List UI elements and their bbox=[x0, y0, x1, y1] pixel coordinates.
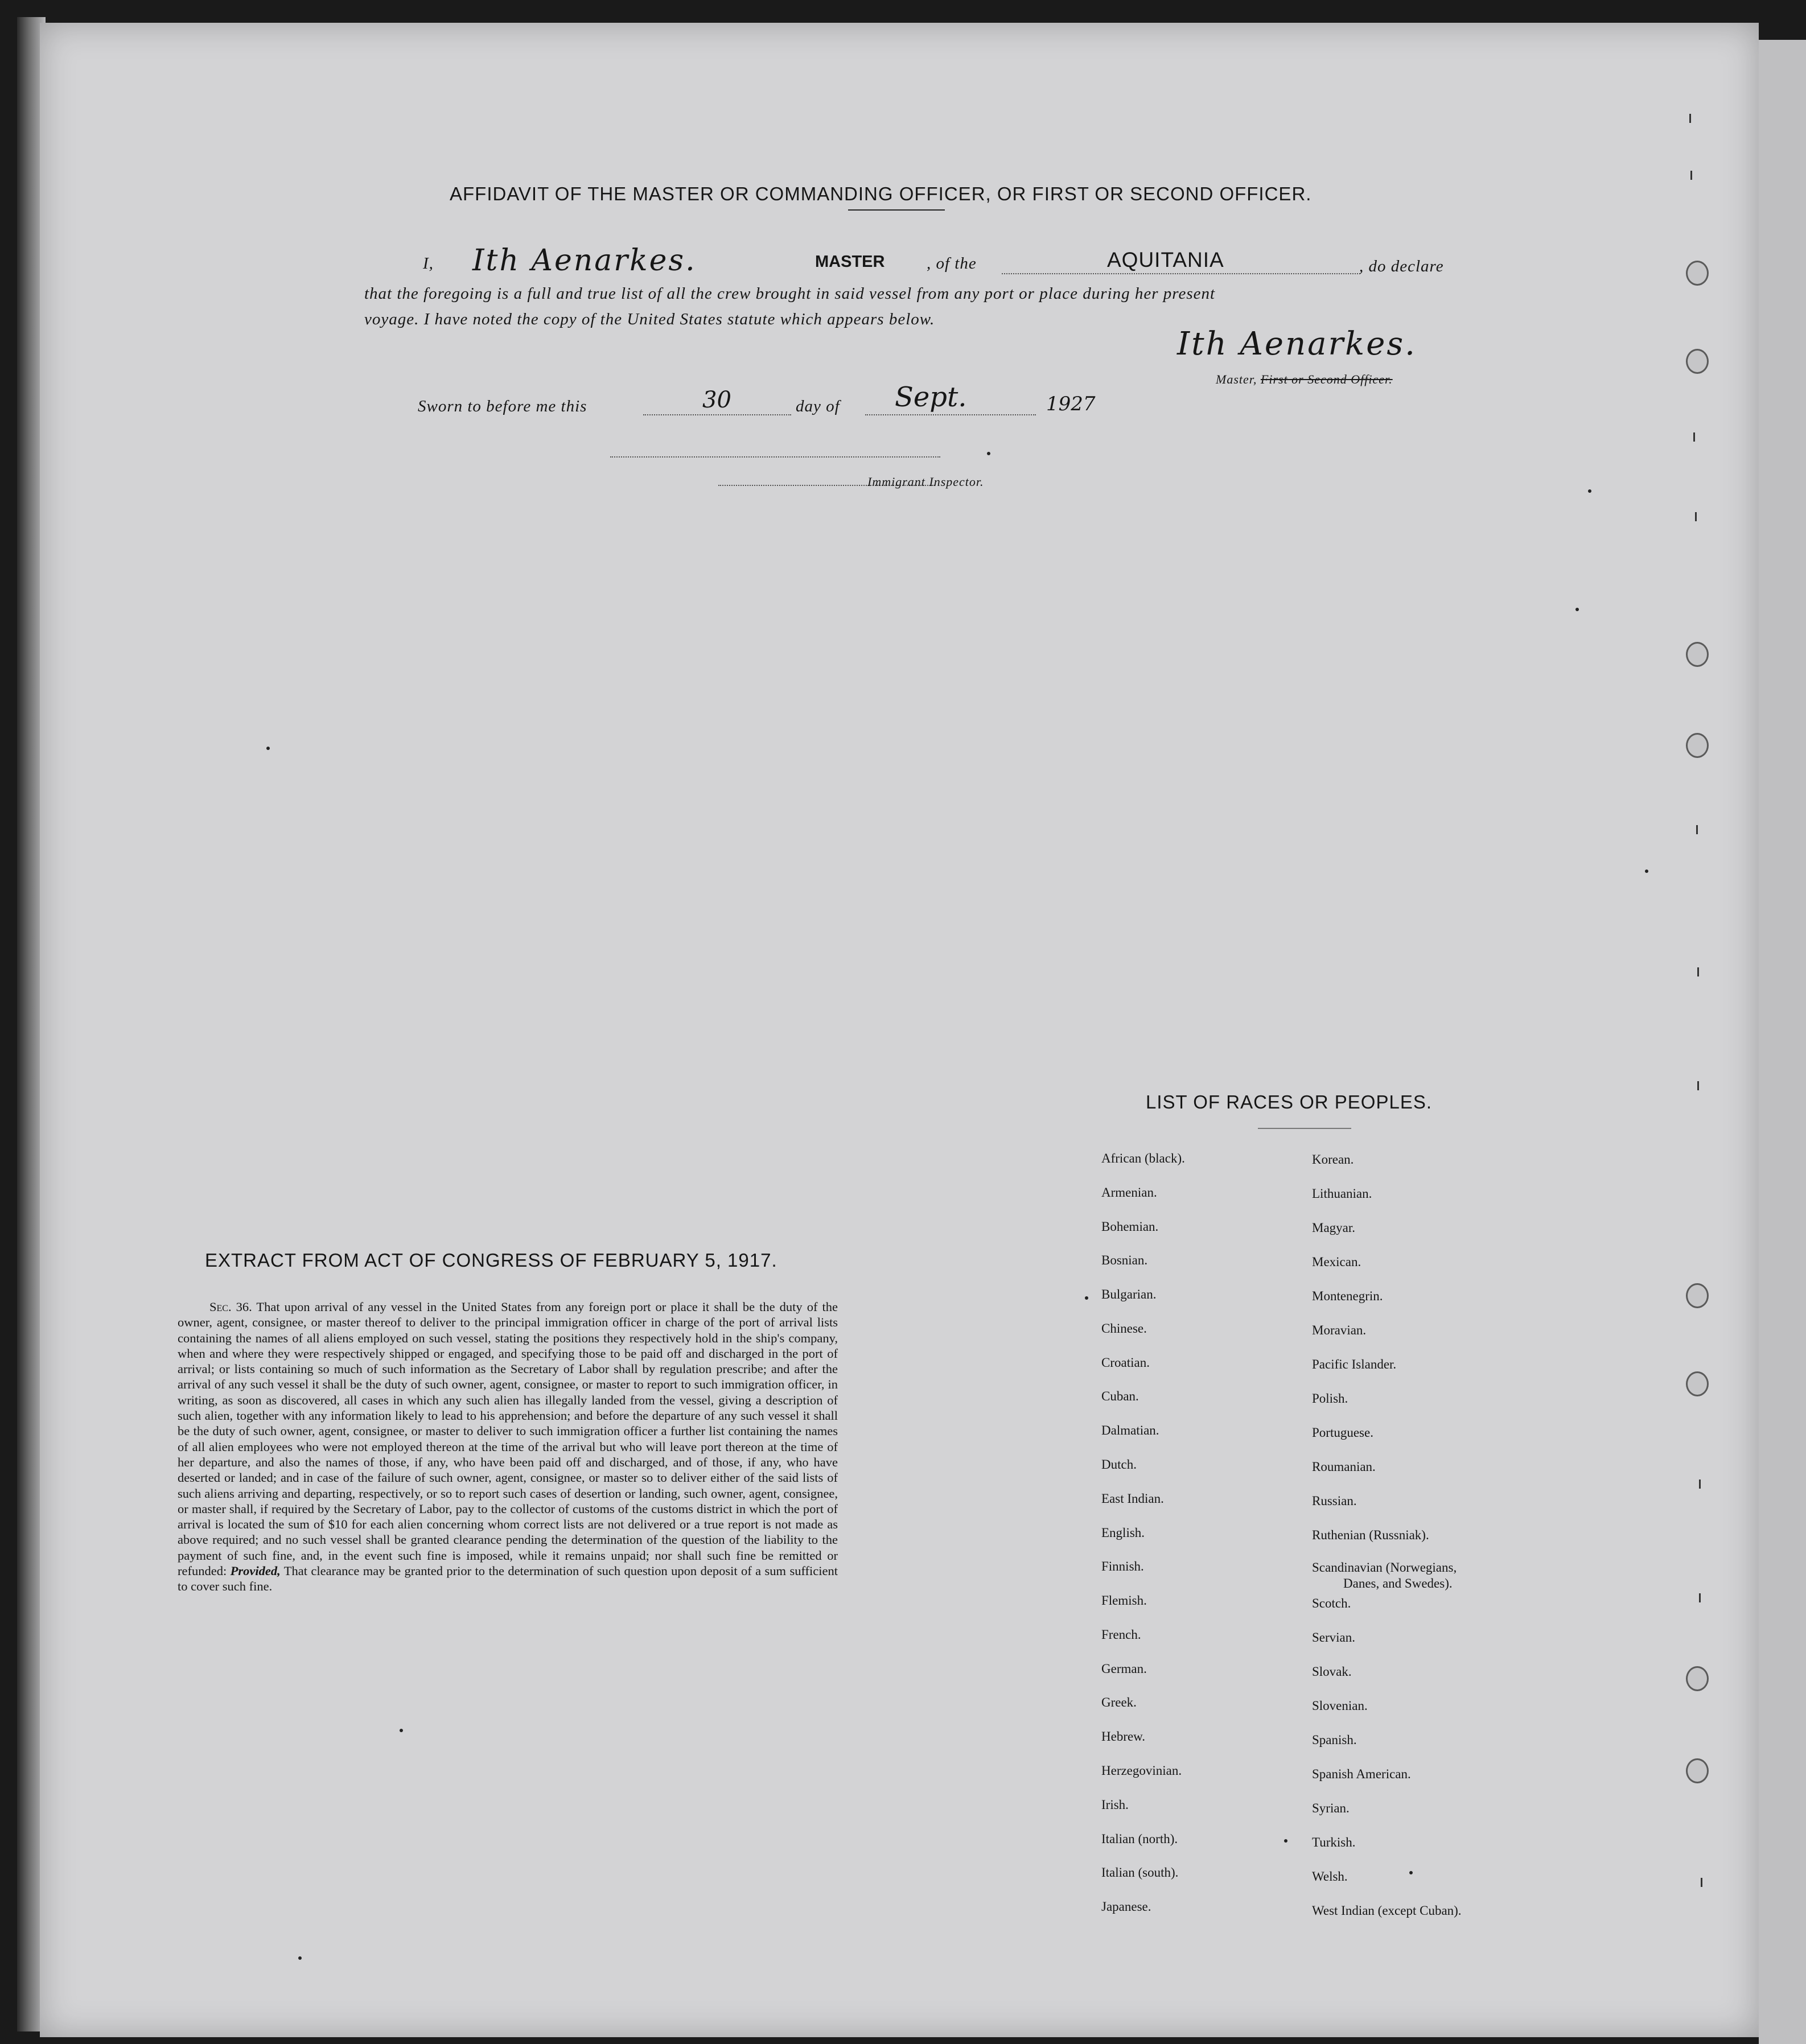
vessel-name-line bbox=[1002, 273, 1360, 274]
race-item: Montenegrin. bbox=[1312, 1289, 1383, 1303]
master-label: MASTER bbox=[815, 253, 885, 271]
sworn-day: 30 bbox=[702, 387, 731, 413]
underlying-page-edge bbox=[1759, 40, 1806, 2044]
race-item: Herzegovinian. bbox=[1101, 1763, 1182, 1778]
perforation-mark bbox=[1699, 1593, 1701, 1602]
punch-hole bbox=[1686, 1371, 1709, 1396]
race-item: Dutch. bbox=[1101, 1457, 1137, 1472]
sworn-month: Sept. bbox=[895, 381, 967, 413]
race-item: Armenian. bbox=[1101, 1185, 1157, 1200]
race-item: Italian (north). bbox=[1101, 1832, 1178, 1846]
master-signature: Ith Aenarkes. bbox=[472, 244, 697, 278]
races-title: LIST OF RACES OR PEOPLES. bbox=[1146, 1091, 1433, 1112]
race-item: Lithuanian. bbox=[1312, 1186, 1372, 1201]
extract-title: EXTRACT FROM ACT OF CONGRESS OF FEBRUARY 5, 1917. bbox=[205, 1250, 777, 1271]
ink-speck bbox=[1409, 1871, 1413, 1874]
affidavit-title: AFFIDAVIT OF THE MASTER OR COMMANDING OFFICER, OR FIRST OR SECOND OFFICER. bbox=[450, 183, 1312, 204]
ink-speck bbox=[1645, 869, 1648, 873]
races-title-rule bbox=[1258, 1128, 1351, 1129]
perforation-mark bbox=[1699, 1480, 1701, 1489]
punch-hole bbox=[1686, 733, 1709, 758]
ink-speck bbox=[1284, 1839, 1287, 1843]
affidavit-line-3: voyage. I have noted the copy of the United States statute which appears below. bbox=[364, 310, 935, 328]
race-item: West Indian (except Cuban). bbox=[1312, 1903, 1462, 1918]
race-item: Polish. bbox=[1312, 1391, 1348, 1406]
race-item: East Indian. bbox=[1101, 1491, 1164, 1506]
race-item: German. bbox=[1101, 1662, 1147, 1676]
race-item: Korean. bbox=[1312, 1152, 1354, 1167]
ink-speck bbox=[1588, 489, 1591, 493]
section-label: Sec. 36. bbox=[209, 1300, 252, 1314]
race-item: English. bbox=[1101, 1526, 1145, 1540]
inspector-label: Immigrant Inspector. bbox=[867, 475, 984, 489]
section-body-end: That clearance may be granted prior to the determination of such question upon deposit of a sum sufficient to cover such fine. bbox=[178, 1564, 838, 1594]
punch-hole bbox=[1686, 1666, 1709, 1691]
master-signature-right: Ith Aenarkes. bbox=[1177, 325, 1417, 362]
ink-speck bbox=[987, 452, 990, 455]
race-item: Dalmatian. bbox=[1101, 1423, 1159, 1437]
race-item: Bohemian. bbox=[1101, 1219, 1159, 1234]
race-item: Scandinavian (Norwegians, bbox=[1312, 1560, 1457, 1575]
race-item: Slovak. bbox=[1312, 1664, 1352, 1679]
race-item: Turkish. bbox=[1312, 1835, 1356, 1849]
title-underline-mark bbox=[848, 209, 945, 211]
race-item: Ruthenian (Russniak). bbox=[1312, 1528, 1429, 1542]
punch-hole bbox=[1686, 642, 1709, 667]
race-item: Mexican. bbox=[1312, 1255, 1361, 1269]
do-declare-label: , do declare bbox=[1359, 257, 1444, 275]
race-item: African (black). bbox=[1101, 1151, 1185, 1165]
sworn-day-line bbox=[643, 414, 791, 415]
punch-hole bbox=[1686, 261, 1709, 286]
race-item: Roumanian. bbox=[1312, 1460, 1376, 1474]
ink-speck bbox=[266, 747, 270, 750]
race-item: Hebrew. bbox=[1101, 1729, 1146, 1744]
perforation-mark bbox=[1689, 114, 1691, 123]
race-item: Spanish. bbox=[1312, 1733, 1357, 1747]
race-item: Moravian. bbox=[1312, 1323, 1367, 1337]
section-body: That upon arrival of any vessel in the United States from any foreign port or place it shall be the duty of the owner, agent, consignee, or master thereof to deliver to the principal immigration officer in charge of the port of arrival lists containing the names of all aliens employed on such vessel, stating the positions they respectively hold in the ship's company, when and where they were respectively shipped or engaged, and specifying those to be paid off and discharged in the port of arrival; or lists containing so much of such information as the Secretary of Labor shall by regulation prescribe; and after the arrival of any such vessel it shall be the duty of such owner, agent, consignee, or master to report to such immigration officer, in writing, as soon as discovered, all cases in which any such alien has illegally landed from the vessel, giving a description of such alien, together with any information likely to lead to his apprehension; and before the departure of any such vessel it shall be the duty of such owner, agent, consignee, or master to deliver to such immigration officer a further list containing the names of all alien employees who were not employed thereon at the time of the arrival but who will leave port thereon at the time of her departure, and also the names of those, if any, who have been paid off and discharged, and of those, if any, who have deserted or landed; and in case of the failure of such owner, agent, consignee, or master so to deliver either of the said lists of such aliens arriving and departing, respectively, or so to report such cases of desertion or landing, such owner, agent, consignee, or master shall, if required by the Secretary of Labor, pay to the collector of customs of the customs district in which the port of arrival is located the sum of $10 for each alien concerning whom correct lists are not delivered or a true report is not made as above required; and no such vessel shall be granted clearance pending the determination of the question of the liability to the payment of such fine, and, in the event such fine is imposed, while it remains unpaid; nor shall such fine be remitted or refunded: bbox=[178, 1300, 838, 1579]
race-item: French. bbox=[1101, 1627, 1141, 1642]
race-item: Portuguese. bbox=[1312, 1425, 1373, 1440]
race-item: Scotch. bbox=[1312, 1596, 1351, 1610]
sworn-label: Sworn to before me this bbox=[418, 397, 587, 415]
race-item: Spanish American. bbox=[1312, 1767, 1411, 1781]
day-of-label: day of bbox=[796, 397, 840, 415]
race-item: Russian. bbox=[1312, 1494, 1357, 1508]
affidavit-line-2: that the foregoing is a full and true list of all the crew brought in said vessel from any port or place during her present bbox=[364, 285, 1216, 303]
race-item: Japanese. bbox=[1101, 1899, 1151, 1914]
race-item: Servian. bbox=[1312, 1630, 1356, 1645]
race-item: Bosnian. bbox=[1101, 1253, 1148, 1267]
ink-speck bbox=[400, 1729, 403, 1732]
ink-speck bbox=[298, 1956, 302, 1960]
race-item: Italian (south). bbox=[1101, 1865, 1179, 1880]
perforation-mark bbox=[1697, 967, 1699, 976]
race-item: Bulgarian. bbox=[1101, 1287, 1157, 1301]
race-item: Pacific Islander. bbox=[1312, 1357, 1397, 1371]
race-item: Magyar. bbox=[1312, 1221, 1356, 1235]
sworn-month-line bbox=[865, 414, 1036, 415]
perforation-mark bbox=[1696, 825, 1698, 834]
perforation-mark bbox=[1690, 171, 1692, 180]
of-the-label: , of the bbox=[927, 254, 977, 273]
signature-caption bbox=[1216, 372, 1393, 387]
punch-hole bbox=[1686, 349, 1709, 374]
perforation-mark bbox=[1693, 432, 1695, 442]
vessel-name: AQUITANIA bbox=[1107, 248, 1224, 271]
race-item: Irish. bbox=[1101, 1798, 1129, 1812]
signature-caption-master: Master, bbox=[1216, 372, 1257, 386]
race-item: Greek. bbox=[1101, 1695, 1137, 1709]
race-item: Syrian. bbox=[1312, 1801, 1350, 1815]
race-item: Cuban. bbox=[1101, 1389, 1139, 1403]
provided-word: Provided, bbox=[230, 1564, 281, 1579]
inspector-signature-line-1 bbox=[610, 456, 940, 458]
race-item: Slovenian. bbox=[1312, 1699, 1368, 1713]
perforation-mark bbox=[1695, 512, 1697, 521]
race-item: Finnish. bbox=[1101, 1559, 1144, 1573]
punch-hole bbox=[1686, 1758, 1709, 1783]
race-item: Croatian. bbox=[1101, 1355, 1150, 1370]
perforation-mark bbox=[1701, 1878, 1702, 1887]
race-item: Welsh. bbox=[1312, 1869, 1348, 1884]
ink-speck bbox=[1085, 1296, 1088, 1300]
signature-caption-struck: First or Second Officer. bbox=[1260, 372, 1393, 386]
ink-speck bbox=[1575, 608, 1579, 611]
race-item: Danes, and Swedes). bbox=[1343, 1576, 1453, 1590]
sworn-year: 1927 bbox=[1046, 393, 1096, 415]
extract-body bbox=[178, 1299, 838, 1594]
i-label: I, bbox=[423, 254, 434, 273]
punch-hole bbox=[1686, 1283, 1709, 1308]
race-item: Flemish. bbox=[1101, 1593, 1147, 1608]
perforation-mark bbox=[1697, 1081, 1699, 1090]
race-item: Chinese. bbox=[1101, 1321, 1147, 1336]
